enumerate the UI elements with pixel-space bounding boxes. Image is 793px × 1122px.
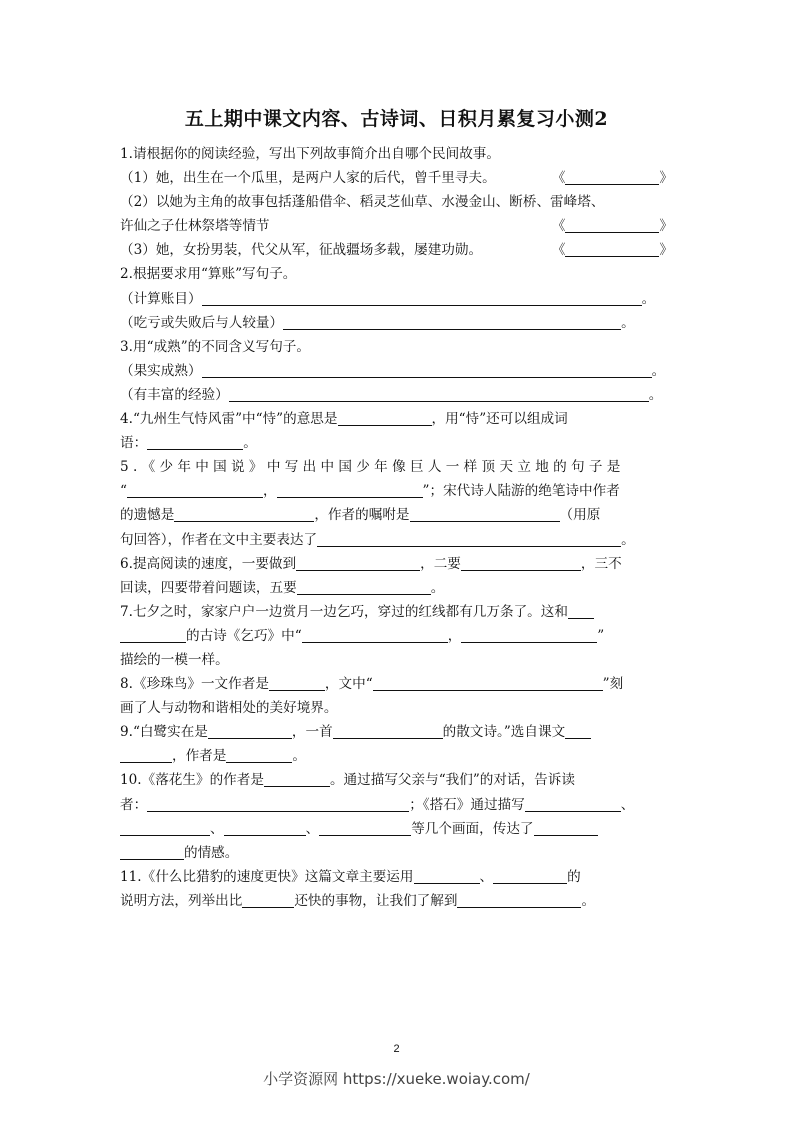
q9-line-1: 9.“白鹭实在是 ，一首 的散文诗。”选自课文 — [120, 720, 673, 744]
answer-blank[interactable] — [338, 410, 432, 426]
answer-blank[interactable] — [224, 820, 306, 836]
answer-blank[interactable] — [461, 627, 597, 643]
q6-line-2: 回读，四要带着问题读，五要 。 — [120, 579, 445, 596]
answer-blank[interactable] — [457, 892, 581, 908]
footer-watermark: 小学资源网 https://xueke.woiay.com/ — [263, 1070, 530, 1088]
q10-line-4: 的情感。 — [120, 841, 673, 865]
answer-blank[interactable] — [174, 506, 314, 522]
q4-line-2: 语： 。 — [120, 435, 257, 452]
answer-blank[interactable] — [297, 579, 431, 595]
q1-item-3: （3）她，女扮男装，代父从军，征战疆场多载，屡建功勋。 《 》 — [120, 238, 673, 262]
q10-line-3: 、 、 等几个画面，传达了 — [120, 817, 673, 841]
answer-blank[interactable] — [120, 747, 172, 763]
q2-item-1: （计算账目） 。 — [120, 290, 656, 307]
answer-blank[interactable] — [317, 531, 621, 547]
answer-blank[interactable] — [373, 675, 603, 691]
q3-item-1: （果实成熟） 。 — [120, 362, 666, 379]
answer-blank[interactable] — [202, 290, 642, 306]
q7-line-2: 的古诗《乞巧》中“ ， ” — [120, 624, 673, 648]
answer-blank[interactable] — [525, 796, 621, 812]
answer-blank[interactable] — [565, 169, 659, 185]
answer-blank[interactable] — [147, 434, 243, 450]
q2-item-2: （吃亏或失败后与人较量） 。 — [120, 314, 635, 331]
q10-line-2: 者： ；《搭石》通过描写 、 — [120, 796, 635, 813]
answer-slot: 《 》 — [551, 170, 673, 187]
answer-blank[interactable] — [296, 555, 420, 571]
answer-blank[interactable] — [120, 820, 210, 836]
q5-line-2: “ ， ”；宋代诗人陆游的绝笔诗中作者 — [120, 483, 620, 500]
answer-blank[interactable] — [242, 892, 294, 908]
answer-blank[interactable] — [410, 506, 560, 522]
q11-line-1: 11.《什么比猎豹的速度更快》这篇文章主要运用 、 的 — [120, 868, 581, 885]
q11-line-2: 说明方法，列举出比 还快的事物，让我们了解到 。 — [120, 892, 596, 909]
q5-line-4: 句回答），作者在文中主要表达了 。 — [120, 531, 635, 548]
answer-blank[interactable] — [147, 796, 409, 812]
answer-blank[interactable] — [565, 723, 591, 739]
answer-blank[interactable] — [283, 314, 621, 330]
q7-line-1: 7.七夕之时，家家户户一边赏月一边乞巧，穿过的红线都有几万条了。这和 — [120, 600, 673, 624]
answer-blank[interactable] — [120, 844, 184, 860]
answer-blank[interactable] — [302, 627, 448, 643]
answer-blank[interactable] — [277, 482, 423, 498]
answer-blank[interactable] — [493, 868, 567, 884]
answer-blank[interactable] — [568, 603, 594, 619]
q1-stem: 1.请根据你的阅读经验，写出下列故事简介出自哪个民间故事。 — [120, 146, 500, 162]
page-title: 五上期中课文内容、古诗词、日积月累复习小测2 — [184, 108, 609, 130]
q1-item-1: （1）她，出生在一个瓜里，是两户人家的后代，曾千里寻夫。 《 》 — [120, 166, 673, 190]
q6-line-1: 6.提高阅读的速度，一要做到 ，二要 ，三不 — [120, 555, 622, 572]
q1-item-2a: （2）以她为主角的故事包括蓬船借伞、稻灵芝仙草、水漫金山、断桥、雷峰塔、 — [120, 194, 605, 211]
q8-line-1: 8.《珍珠鸟》一文作者是 ，文中“ ”刻 — [120, 676, 624, 693]
answer-blank[interactable] — [534, 820, 598, 836]
q3-stem: 3.用“成熟”的不同含义写句子。 — [120, 338, 310, 355]
answer-blank[interactable] — [229, 386, 649, 402]
q8-line-2: 画了人与动物和谐相处的美好境界。 — [120, 700, 338, 717]
answer-blank[interactable] — [127, 482, 263, 498]
answer-blank[interactable] — [565, 241, 659, 257]
answer-blank[interactable] — [120, 627, 186, 643]
answer-blank[interactable] — [264, 771, 330, 787]
answer-slot: 《 》 — [551, 242, 673, 259]
answer-blank[interactable] — [414, 868, 480, 884]
q9-line-2: ，作者是 。 — [120, 744, 673, 768]
answer-slot: 《 》 — [551, 218, 673, 235]
q10-line-1: 10.《落花生》的作者是 。通过描写父亲与“我们”的对话，告诉读 — [120, 772, 575, 789]
question-list — [120, 142, 673, 913]
q3-item-2: （有丰富的经验） 。 — [120, 386, 663, 403]
answer-blank[interactable] — [333, 723, 443, 739]
page-number: 2 — [393, 1043, 400, 1055]
q4-line-1: 4.“九州生气恃风雷”中“恃”的意思是 ，用“恃”还可以组成词 — [120, 411, 568, 428]
q5-line-3: 的遗憾是 ，作者的嘱咐是 （用原 — [120, 507, 601, 524]
q2-stem: 2.根据要求用“算账”写句子。 — [120, 266, 297, 283]
answer-blank[interactable] — [461, 555, 581, 571]
q5-line-1: 5.《少年中国说》中写出中国少年像巨人一样顶天立地的句子是 — [120, 459, 625, 476]
answer-blank[interactable] — [319, 820, 411, 836]
q7-line-3: 描绘的一模一样。 — [120, 651, 229, 668]
answer-blank[interactable] — [208, 723, 292, 739]
q1-item-2b: 许仙之子仕林祭塔等情节 《 》 — [120, 214, 673, 238]
answer-blank[interactable] — [226, 747, 292, 763]
answer-blank[interactable] — [202, 362, 652, 378]
answer-blank[interactable] — [269, 675, 325, 691]
answer-blank[interactable] — [565, 217, 659, 233]
